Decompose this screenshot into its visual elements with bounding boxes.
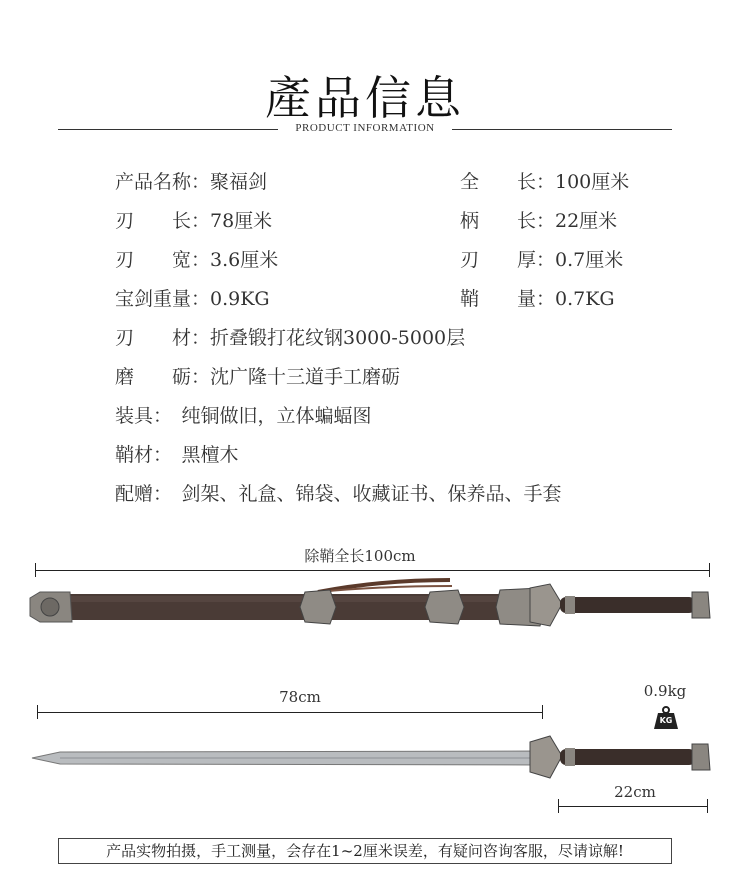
spec-grinding: 磨 砺：沈广隆十三道手工磨砺	[115, 366, 401, 388]
dimension-blade-tick-right	[542, 705, 543, 719]
spec-blade-length: 刃 长：78厘米	[115, 210, 273, 232]
spec-sword-weight: 宝剑重量：0.9KG	[115, 288, 270, 310]
page-subtitle: PRODUCT INFORMATION	[295, 122, 435, 134]
weight-badge-text: KG	[659, 716, 673, 725]
spec-blade-material: 刃 材：折叠锻打花纹钢3000-5000层	[115, 327, 466, 349]
dimension-blade-tick-left	[37, 705, 38, 719]
dimension-handle-line	[558, 806, 708, 807]
spec-product-name: 产品名称：聚福剑	[115, 171, 268, 193]
dimension-total-tick-right	[709, 563, 710, 577]
page-title: 產品信息	[265, 71, 465, 125]
weight-icon	[653, 706, 679, 730]
spec-fittings: 装具： 纯铜做旧，立体蝙蝠图	[115, 405, 372, 427]
disclaimer-note: 产品实物拍摄，手工测量，会存在1~2厘米误差，有疑问咨询客服，尽请谅解!	[58, 838, 672, 864]
spec-accessories: 配赠： 剑架、礼盒、锦袋、收藏证书、保养品、手套	[115, 483, 562, 505]
dimension-total-tick-left	[35, 563, 36, 577]
dimension-blade-label: 78cm	[279, 688, 321, 706]
spec-scabbard-weight: 鞘 量：0.7KG	[460, 288, 615, 310]
spec-scabbard-material: 鞘材： 黑檀木	[115, 444, 239, 466]
dimension-handle-label: 22cm	[614, 783, 656, 801]
spec-total-length: 全 长：100厘米	[460, 171, 630, 193]
weight-label: 0.9kg	[643, 682, 687, 700]
dimension-total-line	[35, 570, 710, 571]
dimension-blade-line	[37, 712, 543, 713]
spec-blade-thickness: 刃 厚：0.7厘米	[460, 249, 624, 271]
spec-blade-width: 刃 宽：3.6厘米	[115, 249, 279, 271]
dimension-handle-tick-right	[707, 799, 708, 813]
dimension-total-label: 除鞘全长100cm	[304, 547, 416, 565]
dimension-handle-tick-left	[558, 799, 559, 813]
spec-handle-length: 柄 长：22厘米	[460, 210, 618, 232]
